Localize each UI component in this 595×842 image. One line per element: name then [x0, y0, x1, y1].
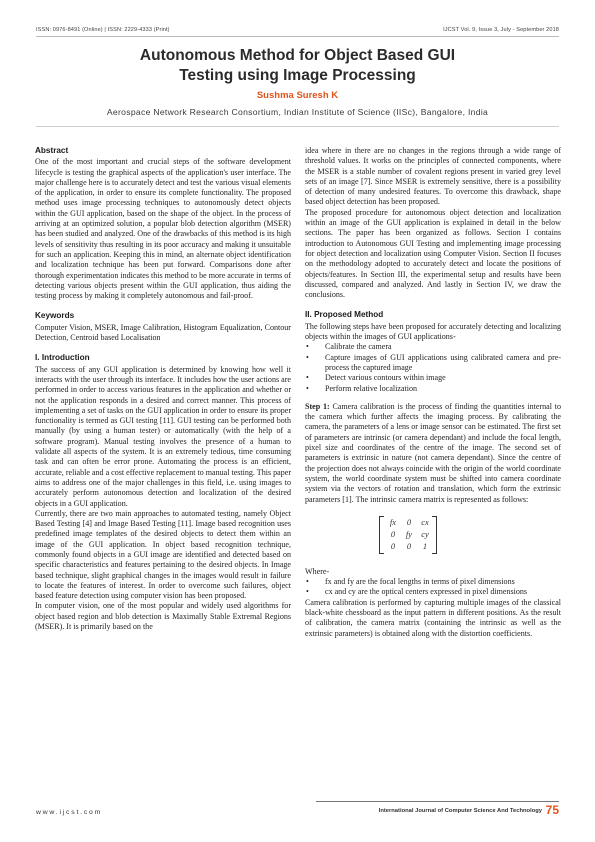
matrix-cell: cx: [421, 516, 429, 527]
organization-paragraph: The proposed procedure for autonomous object detection and localization within an image of the GUI application is explained in detail in the below sections. The paper has been organized as follows. Section I contains introduction to Autonomous GUI Testing and implementing image processing for object detection and localization using Computer Vision. Section II focuses on the methodology adopted to accurately detect and locate the positions of objects/features. In Section III, the experimental setup and results have been discussed, compared and analyzed. And lastly in Section IV, we draw the conclusions.: [305, 207, 561, 300]
proposed-method-heading: II. Proposed Method: [305, 310, 384, 320]
proposed-method-intro: The following steps have been proposed for accurately detecting and localizing objects within the images of GUI applications-: [305, 321, 561, 342]
steps-list: [305, 342, 561, 393]
step-1-paragraph: [305, 402, 561, 505]
header-issn: ISSN: 0976-8491 (Online) | ISSN: 2229-4333 (Print): [36, 27, 170, 33]
intrinsic-matrix: [305, 515, 561, 555]
header-rule: [36, 36, 559, 37]
left-column: [35, 146, 291, 632]
matrix-cell: 0: [390, 528, 396, 539]
matrix-cell: 0: [406, 540, 412, 551]
where-item: • fx and fy are the focal lengths in terms of pixel dimensions: [305, 577, 561, 587]
where-label: Where-: [305, 566, 330, 576]
matrix-cell: fx: [389, 516, 397, 527]
paper-title: [40, 46, 555, 86]
introduction-paragraph-1: The success of any GUI application is determined by knowing how well it interacts with the user through its interface. It includes how the user actions are performed in order to access various features in the application and whether or not the application responds in a desired and correct manner. This process of implementing a set of tasks on the GUI application in order to ensure its proper functionality is termed as GUI testing [11]. GUI testing can be performed both manually (by using a human tester) or automatically (with the help of a software program). Manual testing involves the presence of a human to validate all aspects of the system. It is an extremely tedious, time consuming task and can often be error prone. Automating the process is an efficient, accurate, reliable and a cost effective replacement to manual testing. This paper aims to address one of the major challenges in this field, i.e. using images to accurately perform autonomous detection and localization of the desired objects in a GUI application.: [35, 364, 291, 508]
matrix-row: [385, 529, 433, 539]
step-item: • Detect various contours within image: [305, 373, 561, 383]
introduction-paragraph-2: Currently, there are two main approaches to automated testing, namely Object Based Testing [4] and Image Based Testing [11]. Image based recognition uses predefined image templates of the desired objects to detect them within an image of the GUI application. In object based recognition technique, commonly found objects in a GUI image are identified and detected based on specific characteristics and features pertaining to the desired objects. In Image based technique, slight graphical changes in the images would result in failure to locate the features of interest. In order to overcome such failures, object based feature detection using computer vision has been proposed.: [35, 508, 291, 601]
where-list: [305, 577, 561, 598]
where-item: • cx and cy are the optical centers expressed in pixel dimensions: [305, 587, 561, 597]
footer-journal: International Journal of Computer Science And Technology: [378, 808, 542, 814]
step-item: • Perform relative localization: [305, 384, 561, 394]
title-separator: [36, 126, 559, 127]
matrix-row: [385, 541, 433, 551]
matrix-cell: 0: [406, 516, 412, 527]
matrix-cell: 0: [390, 540, 396, 551]
title-line-2: Testing using Image Processing: [179, 67, 416, 84]
step-1-label: Step 1:: [305, 401, 330, 411]
footer-url[interactable]: www.ijcst.com: [36, 809, 103, 816]
keywords-heading: Keywords: [35, 311, 75, 321]
matrix-cell: cy: [421, 528, 429, 539]
matrix-cell: 1: [422, 540, 428, 551]
introduction-heading: I. Introduction: [35, 353, 90, 363]
calibration-paragraph: Camera calibration is performed by capturing multiple images of the classical black-white chessboard as the input pattern in different positions. As the result of calibration, the camera matrix (containing the intrinsic as well as the extrinsic parameters) is obtained along with the distortion coefficients.: [305, 597, 561, 638]
author-affiliation: Aerospace Network Research Consortium, Indian Institute of Science (IISc), Bangalore, India: [106, 107, 489, 117]
abstract-text: One of the most important and crucial steps of the software development lifecycle is testing the graphical aspects of the application's user interface. The major challenge here is to accurately detect and test the various visual elements of the application, in order to ensure its complete functionality. The proposed method uses image processing techniques to autonomously detect objects within the GUI application, based on the shape of the object. In the process of arriving at an optimized solution, a popular blob detection algorithm (MSER) has been studied and analyzed. One of the drawbacks of this method is its high levels of sensitivity thus resulting in its poor accuracy and making it unsuitable for such an application. Keeping this in mind, an alternate object identification and localization technique has been put forward. Comparisons done after thorough experimentation indicates this method to be more accurate in terms of detecting various objects present within the GUI application, thus aiding the testing process by making it completely autonomous and fail-proof.: [35, 157, 291, 301]
footer-rule: [316, 801, 559, 802]
keywords-text: Computer Vision, MSER, Image Calibration, Histogram Equalization, Contour Detection, Centroid based Localisation: [35, 322, 291, 343]
abstract-heading: Abstract: [35, 146, 69, 155]
step-1-text: Camera calibration is the process of finding the quantities internal to the camera which further affects the imaging process. By calibrating the camera, the parameters of a lens or image sensor can be estimated. The first set of parameters are intrinsic (or camera dependant) and include the focal length, pixel size and coordinates of the centre of the image. The second set of parameters is extrinsic in nature (not camera dependant). Since the centre of the projection does not always coincide with the origin of the world coordinate system, the world coordinate system must be shifted into camera coordinate system via the vectors of rotation and translation, which form the extrinsic parameters [1]. The intrinsic camera matrix is represented as follows:: [305, 401, 562, 504]
author-name: Sushma Suresh K: [256, 90, 339, 101]
matrix-bracket-left: [379, 516, 384, 554]
title-line-1: Autonomous Method for Object Based GUI: [139, 47, 456, 64]
matrix-row: [385, 517, 433, 527]
introduction-paragraph-3: In computer vision, one of the most popular and widely used algorithms for object based region and blob detection is Maximally Stable Extremal Regions (MSER). It is primarily based on the: [35, 601, 291, 632]
step-item: • Calibrate the camera: [305, 342, 561, 352]
page-number: 75: [545, 803, 559, 817]
matrix-cell: fy: [405, 528, 413, 539]
matrix-bracket-right: [432, 516, 437, 554]
right-column: [305, 146, 561, 639]
step-item: • Capture images of GUI applications using calibrated camera and pre-process the captured image: [305, 353, 561, 374]
mser-paragraph: idea where in there are no changes in the regions through a wide range of threshold values. It works on the principles of connected components, where the MSER is a stable number of covalent regions present in varied grey level sets of an image [7]. Since MSER is extremely sensitive, there is a possibility of detection of many undesired features. To overcome this drawback, shape based object detection has been proposed.: [305, 146, 561, 207]
header-volume: IJCST Vol. 9, Issue 3, July - September 2018: [443, 27, 559, 33]
